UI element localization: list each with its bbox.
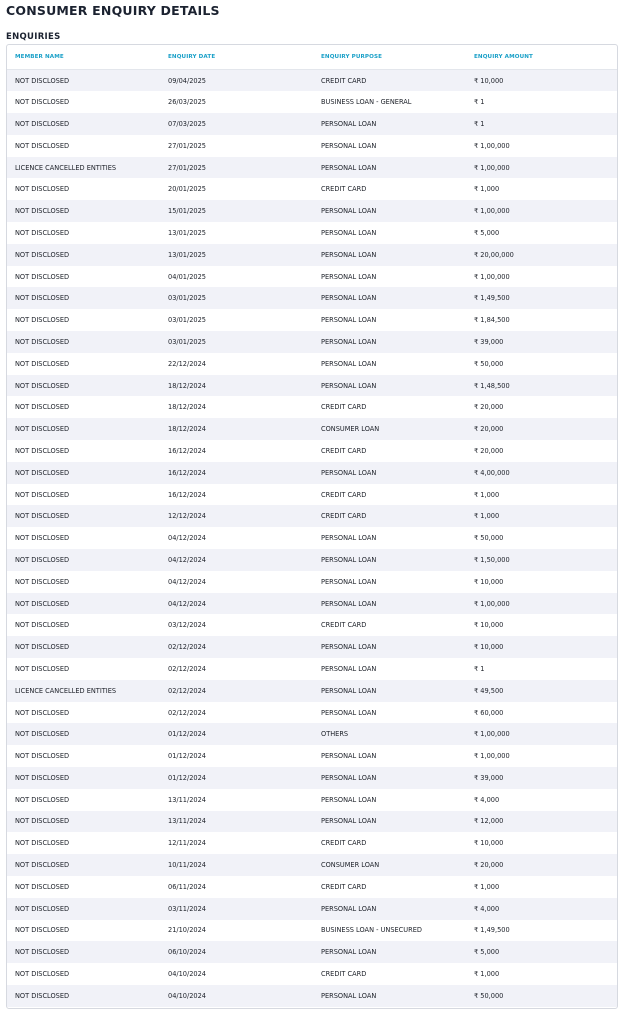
enquiry-amount-cell: ₹ 1,00,000	[474, 730, 510, 739]
enquiry-amount-cell: ₹ 4,000	[474, 795, 500, 804]
table-row	[7, 527, 618, 549]
table-header	[7, 45, 618, 70]
table-row	[7, 702, 618, 724]
enquiry-amount-cell: ₹ 20,000	[474, 861, 504, 870]
member-name-cell: NOT DISCLOSED	[15, 817, 70, 826]
enquiry-date-cell: 04/10/2024	[168, 991, 207, 1000]
table-row	[7, 222, 618, 244]
table-row	[7, 113, 618, 135]
enquiry-amount-cell: ₹ 20,000	[474, 403, 504, 412]
table-row	[7, 91, 618, 113]
enquiry-date-cell: 12/11/2024	[168, 839, 207, 848]
enquiry-amount-cell: ₹ 1,49,500	[474, 294, 510, 303]
enquiry-date-cell: 15/01/2025	[168, 207, 207, 216]
table-body	[7, 70, 618, 1007]
enquiry-date-cell: 27/01/2025	[168, 141, 207, 150]
table-row	[7, 331, 618, 353]
enquiry-amount-cell: ₹ 1,00,000	[474, 163, 510, 172]
enquiry-purpose-cell: PERSONAL LOAN	[321, 534, 377, 543]
enquiry-amount-cell: ₹ 1,48,500	[474, 381, 510, 390]
enquiry-purpose-cell: PERSONAL LOAN	[321, 904, 377, 913]
enquiry-date-cell: 09/04/2025	[168, 76, 207, 85]
member-name-cell: NOT DISCLOSED	[15, 730, 70, 739]
table-row	[7, 287, 618, 309]
enquiry-amount-cell: ₹ 4,000	[474, 904, 500, 913]
enquiry-amount-cell: ₹ 10,000	[474, 643, 504, 652]
enquiry-purpose-cell: PERSONAL LOAN	[321, 228, 377, 237]
enquiry-purpose-cell: PERSONAL LOAN	[321, 686, 377, 695]
enquiry-amount-cell: ₹ 5,000	[474, 228, 500, 237]
member-name-cell: NOT DISCLOSED	[15, 250, 70, 259]
table-row	[7, 876, 618, 898]
enquiry-date-cell: 13/11/2024	[168, 817, 207, 826]
member-name-cell: NOT DISCLOSED	[15, 294, 70, 303]
enquiry-amount-cell: ₹ 12,000	[474, 817, 504, 826]
table-row	[7, 832, 618, 854]
member-name-cell: NOT DISCLOSED	[15, 621, 70, 630]
enquiry-date-cell: 04/10/2024	[168, 970, 207, 979]
table-row	[7, 571, 618, 593]
member-name-cell: NOT DISCLOSED	[15, 119, 70, 128]
enquiry-purpose-cell: CREDIT CARD	[321, 76, 367, 85]
table-row	[7, 941, 618, 963]
table-row	[7, 440, 618, 462]
enquiry-date-cell: 04/01/2025	[168, 272, 207, 281]
enquiry-purpose-cell: PERSONAL LOAN	[321, 337, 377, 346]
enquiry-amount-cell: ₹ 20,000	[474, 425, 504, 434]
member-name-cell: NOT DISCLOSED	[15, 926, 70, 935]
enquiry-purpose-cell: PERSONAL LOAN	[321, 817, 377, 826]
enquiry-purpose-cell: CREDIT CARD	[321, 882, 367, 891]
enquiry-date-cell: 18/12/2024	[168, 403, 207, 412]
enquiry-amount-cell: ₹ 1	[474, 664, 485, 673]
member-name-cell: LICENCE CANCELLED ENTITIES	[15, 163, 117, 172]
member-name-cell: NOT DISCLOSED	[15, 446, 70, 455]
table-row	[7, 200, 618, 222]
enquiry-date-cell: 10/11/2024	[168, 861, 207, 870]
enquiry-date-cell: 01/12/2024	[168, 773, 207, 782]
enquiry-purpose-cell: CREDIT CARD	[321, 185, 367, 194]
table-row	[7, 898, 618, 920]
table-row	[7, 418, 618, 440]
table-row	[7, 157, 618, 179]
table-row	[7, 375, 618, 397]
enquiry-purpose-cell: PERSONAL LOAN	[321, 664, 377, 673]
section-title: ENQUIRIES	[6, 32, 61, 42]
member-name-cell: NOT DISCLOSED	[15, 599, 70, 608]
enquiry-purpose-cell: PERSONAL LOAN	[321, 272, 377, 281]
member-name-cell: NOT DISCLOSED	[15, 359, 70, 368]
column-header-enquiry-purpose: ENQUIRY PURPOSE	[313, 45, 466, 70]
enquiry-amount-cell: ₹ 20,00,000	[474, 250, 514, 259]
enquiry-purpose-cell: PERSONAL LOAN	[321, 577, 377, 586]
enquiry-purpose-cell: PERSONAL LOAN	[321, 119, 377, 128]
enquiry-amount-cell: ₹ 50,000	[474, 534, 504, 543]
enquiry-amount-cell: ₹ 10,000	[474, 577, 504, 586]
member-name-cell: NOT DISCLOSED	[15, 752, 70, 761]
enquiry-date-cell: 16/12/2024	[168, 490, 207, 499]
enquiry-amount-cell: ₹ 5,000	[474, 948, 500, 957]
table-row	[7, 505, 618, 527]
table-row	[7, 985, 618, 1007]
enquiry-purpose-cell: CREDIT CARD	[321, 446, 367, 455]
enquiry-purpose-cell: PERSONAL LOAN	[321, 468, 377, 477]
member-name-cell: LICENCE CANCELLED ENTITIES	[15, 686, 117, 695]
table-row	[7, 745, 618, 767]
enquiry-amount-cell: ₹ 50,000	[474, 359, 504, 368]
enquiry-date-cell: 07/03/2025	[168, 119, 207, 128]
member-name-cell: NOT DISCLOSED	[15, 316, 70, 325]
enquiry-purpose-cell: CREDIT CARD	[321, 403, 367, 412]
table-row	[7, 920, 618, 942]
enquiry-date-cell: 26/03/2025	[168, 98, 207, 107]
member-name-cell: NOT DISCLOSED	[15, 708, 70, 717]
member-name-cell: NOT DISCLOSED	[15, 555, 70, 564]
enquiry-amount-cell: ₹ 1	[474, 98, 485, 107]
member-name-cell: NOT DISCLOSED	[15, 773, 70, 782]
member-name-cell: NOT DISCLOSED	[15, 664, 70, 673]
enquiry-date-cell: 02/12/2024	[168, 686, 207, 695]
enquiry-date-cell: 21/10/2024	[168, 926, 207, 935]
member-name-cell: NOT DISCLOSED	[15, 228, 70, 237]
enquiry-amount-cell: ₹ 1,00,000	[474, 207, 510, 216]
enquiry-purpose-cell: OTHERS	[321, 730, 349, 739]
enquiry-amount-cell: ₹ 4,00,000	[474, 468, 510, 477]
table-row	[7, 789, 618, 811]
table-row	[7, 70, 618, 92]
table-row	[7, 484, 618, 506]
member-name-cell: NOT DISCLOSED	[15, 337, 70, 346]
enquiry-date-cell: 03/01/2025	[168, 337, 207, 346]
enquiry-amount-cell: ₹ 1,84,500	[474, 316, 510, 325]
enquiry-amount-cell: ₹ 1,000	[474, 970, 500, 979]
enquiry-amount-cell: ₹ 10,000	[474, 839, 504, 848]
enquiry-date-cell: 02/12/2024	[168, 664, 207, 673]
table-row	[7, 353, 618, 375]
member-name-cell: NOT DISCLOSED	[15, 490, 70, 499]
table-row	[7, 309, 618, 331]
enquiry-purpose-cell: PERSONAL LOAN	[321, 555, 377, 564]
enquiry-amount-cell: ₹ 1,000	[474, 512, 500, 521]
member-name-cell: NOT DISCLOSED	[15, 970, 70, 979]
member-name-cell: NOT DISCLOSED	[15, 272, 70, 281]
member-name-cell: NOT DISCLOSED	[15, 185, 70, 194]
column-header-enquiry-amount: ENQUIRY AMOUNT	[466, 45, 618, 70]
enquiry-date-cell: 18/12/2024	[168, 425, 207, 434]
table-row	[7, 658, 618, 680]
enquiry-purpose-cell: PERSONAL LOAN	[321, 708, 377, 717]
enquiry-amount-cell: ₹ 50,000	[474, 991, 504, 1000]
enquiry-date-cell: 12/12/2024	[168, 512, 207, 521]
member-name-cell: NOT DISCLOSED	[15, 403, 70, 412]
column-header-enquiry-date: ENQUIRY DATE	[160, 45, 313, 70]
enquiry-amount-cell: ₹ 10,000	[474, 76, 504, 85]
table-row	[7, 462, 618, 484]
table-row	[7, 396, 618, 418]
enquiry-date-cell: 02/12/2024	[168, 708, 207, 717]
enquiry-date-cell: 16/12/2024	[168, 446, 207, 455]
table-row	[7, 549, 618, 571]
enquiry-purpose-cell: CREDIT CARD	[321, 512, 367, 521]
enquiry-purpose-cell: PERSONAL LOAN	[321, 381, 377, 390]
enquiry-purpose-cell: PERSONAL LOAN	[321, 207, 377, 216]
enquiry-amount-cell: ₹ 49,500	[474, 686, 504, 695]
table-row	[7, 854, 618, 876]
member-name-cell: NOT DISCLOSED	[15, 98, 70, 107]
enquiry-purpose-cell: PERSONAL LOAN	[321, 991, 377, 1000]
member-name-cell: NOT DISCLOSED	[15, 141, 70, 150]
enquiry-date-cell: 02/12/2024	[168, 643, 207, 652]
member-name-cell: NOT DISCLOSED	[15, 991, 70, 1000]
enquiry-purpose-cell: PERSONAL LOAN	[321, 643, 377, 652]
enquiry-date-cell: 20/01/2025	[168, 185, 207, 194]
enquiry-purpose-cell: PERSONAL LOAN	[321, 141, 377, 150]
header-row	[7, 45, 618, 70]
member-name-cell: NOT DISCLOSED	[15, 534, 70, 543]
enquiry-purpose-cell: BUSINESS LOAN - GENERAL	[321, 98, 412, 107]
member-name-cell: NOT DISCLOSED	[15, 381, 70, 390]
member-name-cell: NOT DISCLOSED	[15, 839, 70, 848]
enquiry-amount-cell: ₹ 60,000	[474, 708, 504, 717]
table-row	[7, 593, 618, 615]
enquiry-amount-cell: ₹ 1,00,000	[474, 272, 510, 281]
enquiry-amount-cell: ₹ 39,000	[474, 337, 504, 346]
enquiries-table	[7, 45, 618, 1007]
table-row	[7, 811, 618, 833]
enquiry-date-cell: 22/12/2024	[168, 359, 207, 368]
member-name-cell: NOT DISCLOSED	[15, 577, 70, 586]
enquiry-amount-cell: ₹ 1,00,000	[474, 599, 510, 608]
member-name-cell: NOT DISCLOSED	[15, 425, 70, 434]
enquiry-purpose-cell: PERSONAL LOAN	[321, 599, 377, 608]
enquiry-purpose-cell: PERSONAL LOAN	[321, 773, 377, 782]
table-row	[7, 723, 618, 745]
enquiry-date-cell: 03/12/2024	[168, 621, 207, 630]
member-name-cell: NOT DISCLOSED	[15, 882, 70, 891]
enquiry-date-cell: 03/01/2025	[168, 316, 207, 325]
member-name-cell: NOT DISCLOSED	[15, 207, 70, 216]
table-row	[7, 266, 618, 288]
member-name-cell: NOT DISCLOSED	[15, 861, 70, 870]
enquiry-date-cell: 27/01/2025	[168, 163, 207, 172]
enquiry-purpose-cell: PERSONAL LOAN	[321, 250, 377, 259]
enquiry-date-cell: 04/12/2024	[168, 599, 207, 608]
enquiry-date-cell: 04/12/2024	[168, 555, 207, 564]
enquiry-purpose-cell: CONSUMER LOAN	[321, 861, 380, 870]
enquiry-date-cell: 01/12/2024	[168, 752, 207, 761]
member-name-cell: NOT DISCLOSED	[15, 904, 70, 913]
enquiry-purpose-cell: CREDIT CARD	[321, 839, 367, 848]
enquiry-date-cell: 18/12/2024	[168, 381, 207, 390]
member-name-cell: NOT DISCLOSED	[15, 643, 70, 652]
enquiry-purpose-cell: PERSONAL LOAN	[321, 316, 377, 325]
enquiry-amount-cell: ₹ 1,000	[474, 185, 500, 194]
enquiry-date-cell: 04/12/2024	[168, 534, 207, 543]
member-name-cell: NOT DISCLOSED	[15, 795, 70, 804]
enquiry-purpose-cell: PERSONAL LOAN	[321, 795, 377, 804]
table-row	[7, 244, 618, 266]
enquiry-purpose-cell: CREDIT CARD	[321, 621, 367, 630]
enquiry-amount-cell: ₹ 10,000	[474, 621, 504, 630]
enquiry-amount-cell: ₹ 1,49,500	[474, 926, 510, 935]
enquiry-purpose-cell: CONSUMER LOAN	[321, 425, 380, 434]
enquiry-date-cell: 13/01/2025	[168, 250, 207, 259]
member-name-cell: NOT DISCLOSED	[15, 76, 70, 85]
enquiry-purpose-cell: PERSONAL LOAN	[321, 163, 377, 172]
page-title: CONSUMER ENQUIRY DETAILS	[6, 3, 220, 18]
table-row	[7, 135, 618, 157]
table-row	[7, 178, 618, 200]
enquiry-amount-cell: ₹ 1,000	[474, 490, 500, 499]
member-name-cell: NOT DISCLOSED	[15, 468, 70, 477]
enquiry-date-cell: 03/01/2025	[168, 294, 207, 303]
enquiry-amount-cell: ₹ 1	[474, 119, 485, 128]
table-row	[7, 614, 618, 636]
enquiry-amount-cell: ₹ 39,000	[474, 773, 504, 782]
enquiry-amount-cell: ₹ 1,000	[474, 882, 500, 891]
enquiry-amount-cell: ₹ 1,00,000	[474, 141, 510, 150]
table-row	[7, 636, 618, 658]
enquiry-date-cell: 04/12/2024	[168, 577, 207, 586]
column-header-member-name: MEMBER NAME	[7, 45, 160, 70]
enquiry-purpose-cell: PERSONAL LOAN	[321, 359, 377, 368]
enquiry-amount-cell: ₹ 1,50,000	[474, 555, 510, 564]
enquiry-date-cell: 01/12/2024	[168, 730, 207, 739]
enquiry-date-cell: 06/11/2024	[168, 882, 207, 891]
enquiry-date-cell: 13/01/2025	[168, 228, 207, 237]
enquiry-amount-cell: ₹ 20,000	[474, 446, 504, 455]
member-name-cell: NOT DISCLOSED	[15, 948, 70, 957]
table-row	[7, 963, 618, 985]
enquiry-purpose-cell: CREDIT CARD	[321, 970, 367, 979]
enquiry-purpose-cell: PERSONAL LOAN	[321, 752, 377, 761]
enquiry-purpose-cell: CREDIT CARD	[321, 490, 367, 499]
enquiry-amount-cell: ₹ 1,00,000	[474, 752, 510, 761]
enquiry-date-cell: 16/12/2024	[168, 468, 207, 477]
enquiry-purpose-cell: BUSINESS LOAN - UNSECURED	[321, 926, 422, 935]
enquiry-purpose-cell: PERSONAL LOAN	[321, 294, 377, 303]
enquiry-purpose-cell: PERSONAL LOAN	[321, 948, 377, 957]
enquiry-date-cell: 06/10/2024	[168, 948, 207, 957]
enquiries-table-container	[6, 44, 618, 1009]
enquiry-date-cell: 03/11/2024	[168, 904, 207, 913]
member-name-cell: NOT DISCLOSED	[15, 512, 70, 521]
table-row	[7, 767, 618, 789]
table-row	[7, 680, 618, 702]
enquiry-date-cell: 13/11/2024	[168, 795, 207, 804]
